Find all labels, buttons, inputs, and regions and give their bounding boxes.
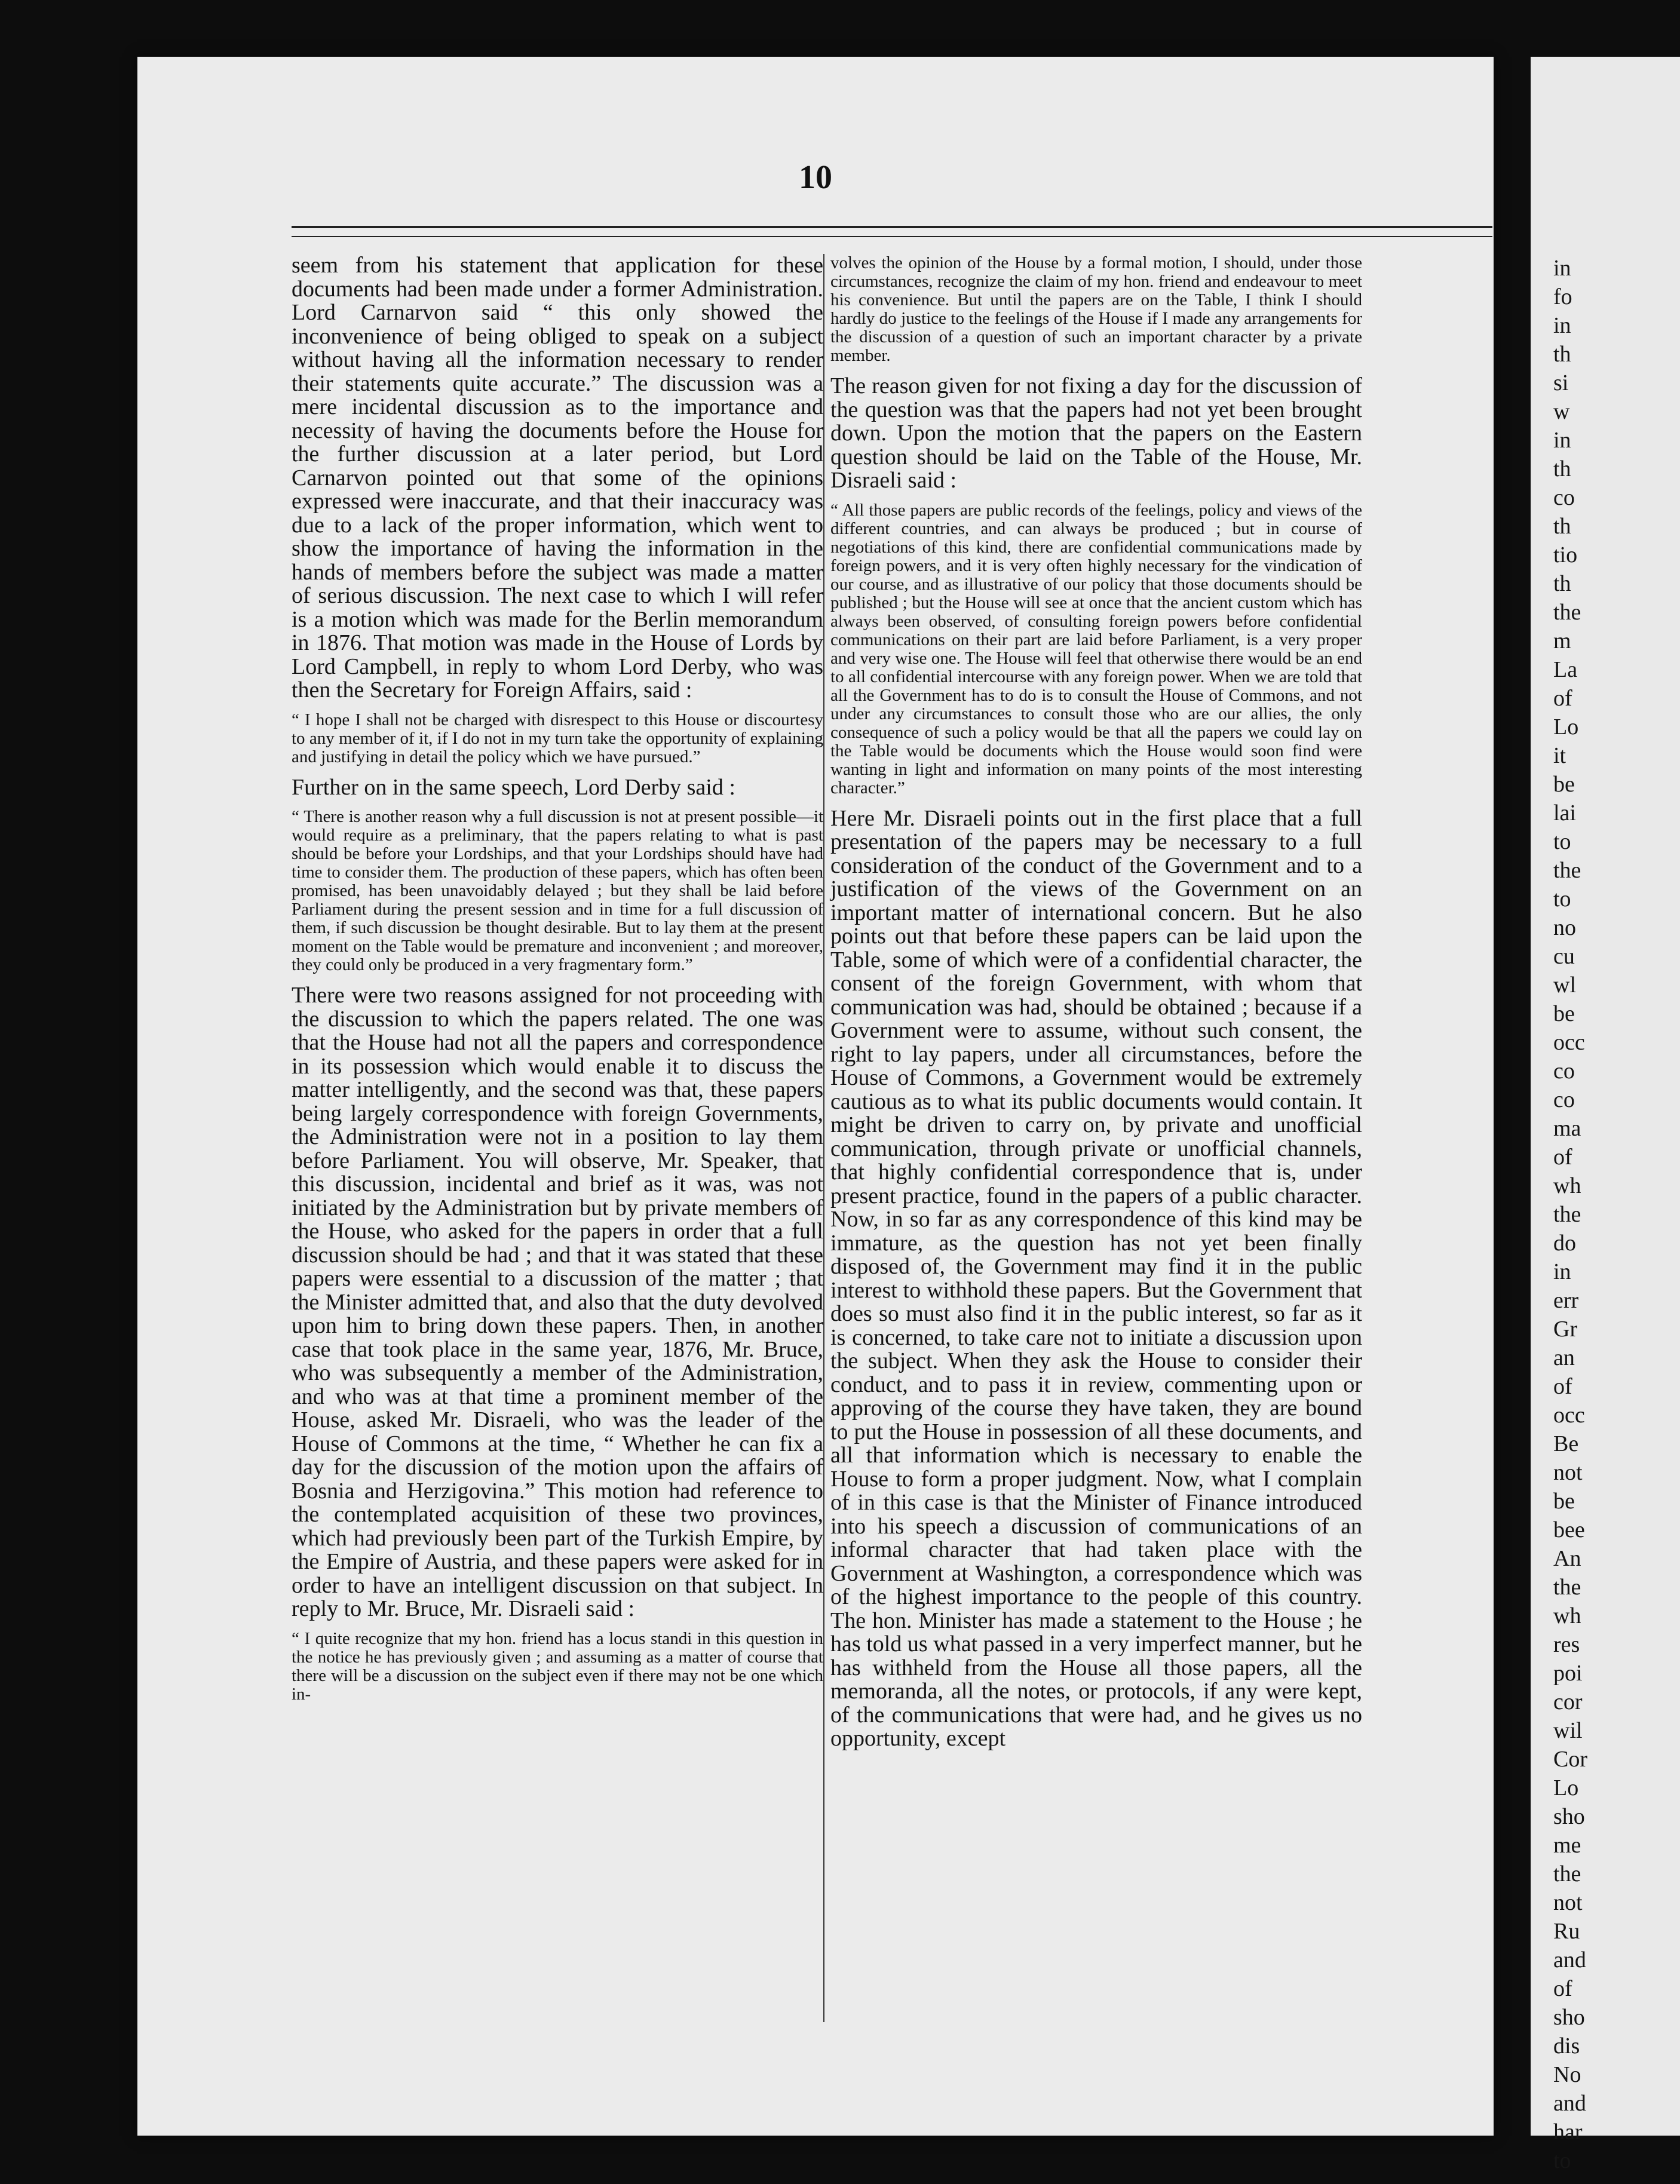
- next-page-line-fragment: in: [1553, 1259, 1571, 1284]
- next-page-line-fragment: La: [1553, 657, 1578, 682]
- next-page-line-fragment: me: [1553, 1833, 1581, 1858]
- next-page-line-fragment: wl: [1553, 973, 1576, 998]
- next-page-line-fragment: Gr: [1553, 1317, 1578, 1342]
- next-page-line-fragment: do: [1553, 1231, 1576, 1256]
- next-page-line-fragment: an: [1553, 1345, 1575, 1370]
- next-page-fragments: [1553, 254, 1673, 2175]
- body-paragraph: seem from his statement that application for these documents had been made under a former Administration. Lord Carnarvon said “ this only showed the inconvenience of being obliged to speak on a subject without having all the information necessary to render their statements quite accurate.” The discussion was a mere incidental discussion as to the importance and necessity of having the documents before the House for the further discussion at a later period, but Lord Carnarvon pointed out that some of the opinions expressed were inaccurate, and that their inaccuracy was due to a lack of the proper information, which went to show the importance of having the information in the hands of members before the subject was made a matter of serious discussion. The next case to which I will refer is a motion which was made for the Berlin memorandum in 1876. That motion was made in the House of Lords by Lord Campbell, in reply to whom Lord Derby, who was then the Secretary for Foreign Affairs, said :: [292, 253, 823, 703]
- next-page-line-fragment: to: [1553, 887, 1571, 912]
- next-page-line-fragment: har: [1553, 2119, 1583, 2145]
- left-column: [292, 254, 823, 2022]
- next-page-line-fragment: of: [1553, 1976, 1572, 2001]
- next-page-line-fragment: of: [1553, 686, 1572, 711]
- next-page-line-fragment: fo: [1553, 284, 1572, 309]
- next-page-line-fragment: be: [1553, 1489, 1575, 1514]
- next-page-line-fragment: it: [1553, 743, 1566, 768]
- next-page-line-fragment: th: [1553, 342, 1571, 367]
- header-rule-thick: [292, 226, 1492, 228]
- quotation: volves the opinion of the House by a formal motion, I should, under those circumstances, recognize the claim of my hon. friend and endeavour to meet his convenience. But until the papers are on the Table, I think I should hardly do justice to the feelings of the House if I made any arrangements for the discussion of a question of such an important character by a private member.: [830, 253, 1362, 365]
- next-page-line-fragment: wil: [1553, 1718, 1583, 1743]
- next-page-line-fragment: the: [1553, 1861, 1581, 1887]
- next-page-line-fragment: co: [1553, 1059, 1575, 1084]
- next-page-line-fragment: dis: [1553, 2033, 1580, 2059]
- next-page-line-fragment: Be: [1553, 1431, 1579, 1456]
- next-page-line-fragment: An: [1553, 1546, 1581, 1571]
- next-page-edge: [1531, 57, 1680, 2173]
- next-page-line-fragment: m: [1553, 628, 1571, 654]
- quotation: “ All those papers are public records of the feelings, policy and views of the different countries, and can always be produced ; but in course of negotiations of this kind, there are confidential communications made by foreign powers, and it is very often highly necessary for the vindication of our course, and as illustrative of our policy that those documents should be published ; but the House will see at once that the ancient custom which has always been observed, of consulting foreign powers before confidential communications on their part are laid before Parliament, is a very proper and very wise one. The House will feel that otherwise there would be an end to all confidential intercourse with any foreign power. When we are told that all the Government has to do is to consult the House of Commons, and not under any circumstances to consult those who are our allies, the only consequence of such a policy would be that all the papers we could lay on the Table would be documents which the House would soon find were wanting in light and information on many points of the most interesting character.”: [830, 500, 1362, 797]
- next-page-line-fragment: to: [1553, 2148, 1571, 2173]
- next-page-line-fragment: poi: [1553, 1661, 1583, 1686]
- next-page-line-fragment: wh: [1553, 1173, 1581, 1198]
- quotation: “ I hope I shall not be charged with disrespect to this House or discourtesy to any member of it, if I do not in my turn take the opportunity of explaining and justifying in detail the policy which we have pursued.”: [292, 710, 823, 766]
- next-page-line-fragment: Lo: [1553, 714, 1579, 740]
- next-page-line-fragment: not: [1553, 1460, 1583, 1485]
- next-page-line-fragment: the: [1553, 600, 1581, 625]
- next-page-line-fragment: occ: [1553, 1030, 1585, 1055]
- next-page-line-fragment: th: [1553, 456, 1571, 481]
- next-page-line-fragment: Ru: [1553, 1919, 1580, 1944]
- next-page-line-fragment: th: [1553, 514, 1571, 539]
- next-page-line-fragment: co: [1553, 485, 1575, 510]
- next-page-line-fragment: w: [1553, 399, 1570, 424]
- next-page-line-fragment: be: [1553, 772, 1575, 797]
- next-page-line-fragment: wh: [1553, 1603, 1581, 1628]
- next-page-line-fragment: the: [1553, 1202, 1581, 1227]
- body-paragraph: Here Mr. Disraeli points out in the first place that a full presentation of the papers may be necessary to a full consideration of the conduct of the Government and to a justification of the views of the Government on an important matter of international concern. But he also points out that before these papers can be laid upon the Table, some of which were of a confidential character, the consent of the foreign Government, with whom that communication was had, should be obtained ; because if a Government were to assume, without such consent, the right to lay papers, under all circumstances, before the House of Commons, a Government would be extremely cautious as to what its public documents would contain. It might be driven to carry on, by private and unofficial communication, through private or unofficial channels, that highly confidential correspondence that is, under present practice, found in the papers of a public character. Now, in so far as any correspondence of this kind may be immature, as the question has not yet been finally disposed of, the Government may find it in the public interest to withhold these papers. But the Government that does so must also find it in the public interest, so far as it is concerned, to take care not to initiate a discussion upon the subject. When they ask the House to consider their conduct, and to pass it in review, commenting upon or approving of the course they have taken, they are bound to put the House in possession of all these documents, and all that information which is necessary to enable the House to form a proper judgment. Now, what I complain of in this case is that the Minister of Finance introduced into his speech a discussion of communications of an informal character that had taken place with the Government at Washington, a correspondence which was of the highest importance to the people of this country. The hon. Minister has made a statement to the House ; he has told us what passed in a very imperfect manner, but he has withheld from the House all those papers, all the memoranda, all the notes, or protocols, if any were kept, of the communications that were had, and he gives us no opportunity, except: [830, 805, 1362, 1751]
- next-page-line-fragment: in: [1553, 256, 1571, 281]
- page-number: 10: [799, 159, 832, 196]
- next-page-line-fragment: in: [1553, 313, 1571, 338]
- next-page-line-fragment: of: [1553, 1145, 1572, 1170]
- next-page-line-fragment: and: [1553, 2091, 1586, 2116]
- quotation: “ There is another reason why a full discussion is not at present possible—it would require as a preliminary, that the papers relating to what is past should be before your Lordships, and that your Lordships should have had time to consider them. The production of these papers, which has often been promised, has been unavoidably delayed ; but they shall be laid before Parliament during the present session and in time for a full discussion of them, if such discussion be thought desirable. But to lay them at the present moment on the Table would be premature and inconvenient ; and moreover, they could only be produced in a very fragmentary form.”: [292, 807, 823, 974]
- next-page-line-fragment: and: [1553, 1947, 1586, 1973]
- next-page-line-fragment: res: [1553, 1632, 1580, 1657]
- next-page-line-fragment: lai: [1553, 800, 1576, 826]
- next-page-line-fragment: co: [1553, 1087, 1575, 1112]
- next-page-line-fragment: cu: [1553, 944, 1575, 969]
- next-page-line-fragment: in: [1553, 428, 1571, 453]
- right-column: [830, 254, 1362, 2022]
- next-page-line-fragment: the: [1553, 858, 1581, 883]
- next-page-line-fragment: the: [1553, 1575, 1581, 1600]
- next-page-line-fragment: to: [1553, 829, 1571, 854]
- body-paragraph: The reason given for not fixing a day for the discussion of the question was that the papers had not yet been brought down. Upon the motion that the papers on the Eastern question should be laid on the Table of the House, Mr. Disraeli said :: [830, 373, 1362, 493]
- next-page-line-fragment: Cor: [1553, 1747, 1587, 1772]
- body-paragraph: There were two reasons assigned for not proceeding with the discussion to which the papers related. The one was that the House had not all the papers and correspondence in its possession which would enable it to discuss the matter intelligently, and the second was that, these papers being largely correspondence with foreign Governments, the Administration were not in a position to lay them before Parliament. You will observe, Mr. Speaker, that this discussion, incidental and brief as it was, was not initiated by the Administration but by private members of the House, who asked for the papers in order that a full discussion should be had ; and that it was stated that these papers were essential to a discussion of the matter ; that the Minister admitted that, and also that the duty devolved upon him to bring down these papers. Then, in another case that took place in the same year, 1876, Mr. Bruce, who was subsequently a member of the Administration, and who was at that time a prominent member of the House, asked Mr. Disraeli, who was the leader of the House of Commons at the time, “ Whether he can fix a day for the discussion of the motion upon the affairs of Bosnia and Herzigovina.” This motion had reference to the contemplated acquisition of these two provinces, which had previously been part of the Turkish Empire, by the Empire of Austria, and these papers were asked for in order to have an intelligent discussion on that subject. In reply to Mr. Bruce, Mr. Disraeli said :: [292, 983, 823, 1621]
- column-divider: [823, 254, 824, 2022]
- next-page-line-fragment: No: [1553, 2062, 1581, 2087]
- next-page-line-fragment: be: [1553, 1001, 1575, 1026]
- next-page-line-fragment: no: [1553, 915, 1576, 940]
- next-page-line-fragment: occ: [1553, 1403, 1585, 1428]
- quotation: “ I quite recognize that my hon. friend has a locus standi in this question in the notice he has previously given ; and assuming as a matter of course that there will be a discussion on the subject even if there may not be one which in-: [292, 1628, 823, 1704]
- document-page: [137, 57, 1494, 2136]
- next-page-line-fragment: of: [1553, 1374, 1572, 1399]
- next-page-line-fragment: si: [1553, 370, 1569, 395]
- next-page-line-fragment: sho: [1553, 2005, 1585, 2030]
- next-page-line-fragment: bee: [1553, 1517, 1585, 1542]
- next-page-line-fragment: cor: [1553, 1689, 1583, 1714]
- body-paragraph: Further on in the same speech, Lord Derby said :: [292, 774, 735, 800]
- next-page-line-fragment: tio: [1553, 542, 1578, 568]
- next-page-line-fragment: err: [1553, 1288, 1579, 1313]
- next-page-line-fragment: not: [1553, 1890, 1583, 1915]
- next-page-line-fragment: sho: [1553, 1804, 1585, 1829]
- header-rule-thin: [292, 236, 1492, 237]
- next-page-line-fragment: Lo: [1553, 1775, 1579, 1800]
- next-page-line-fragment: th: [1553, 571, 1571, 596]
- next-page-line-fragment: ma: [1553, 1116, 1581, 1141]
